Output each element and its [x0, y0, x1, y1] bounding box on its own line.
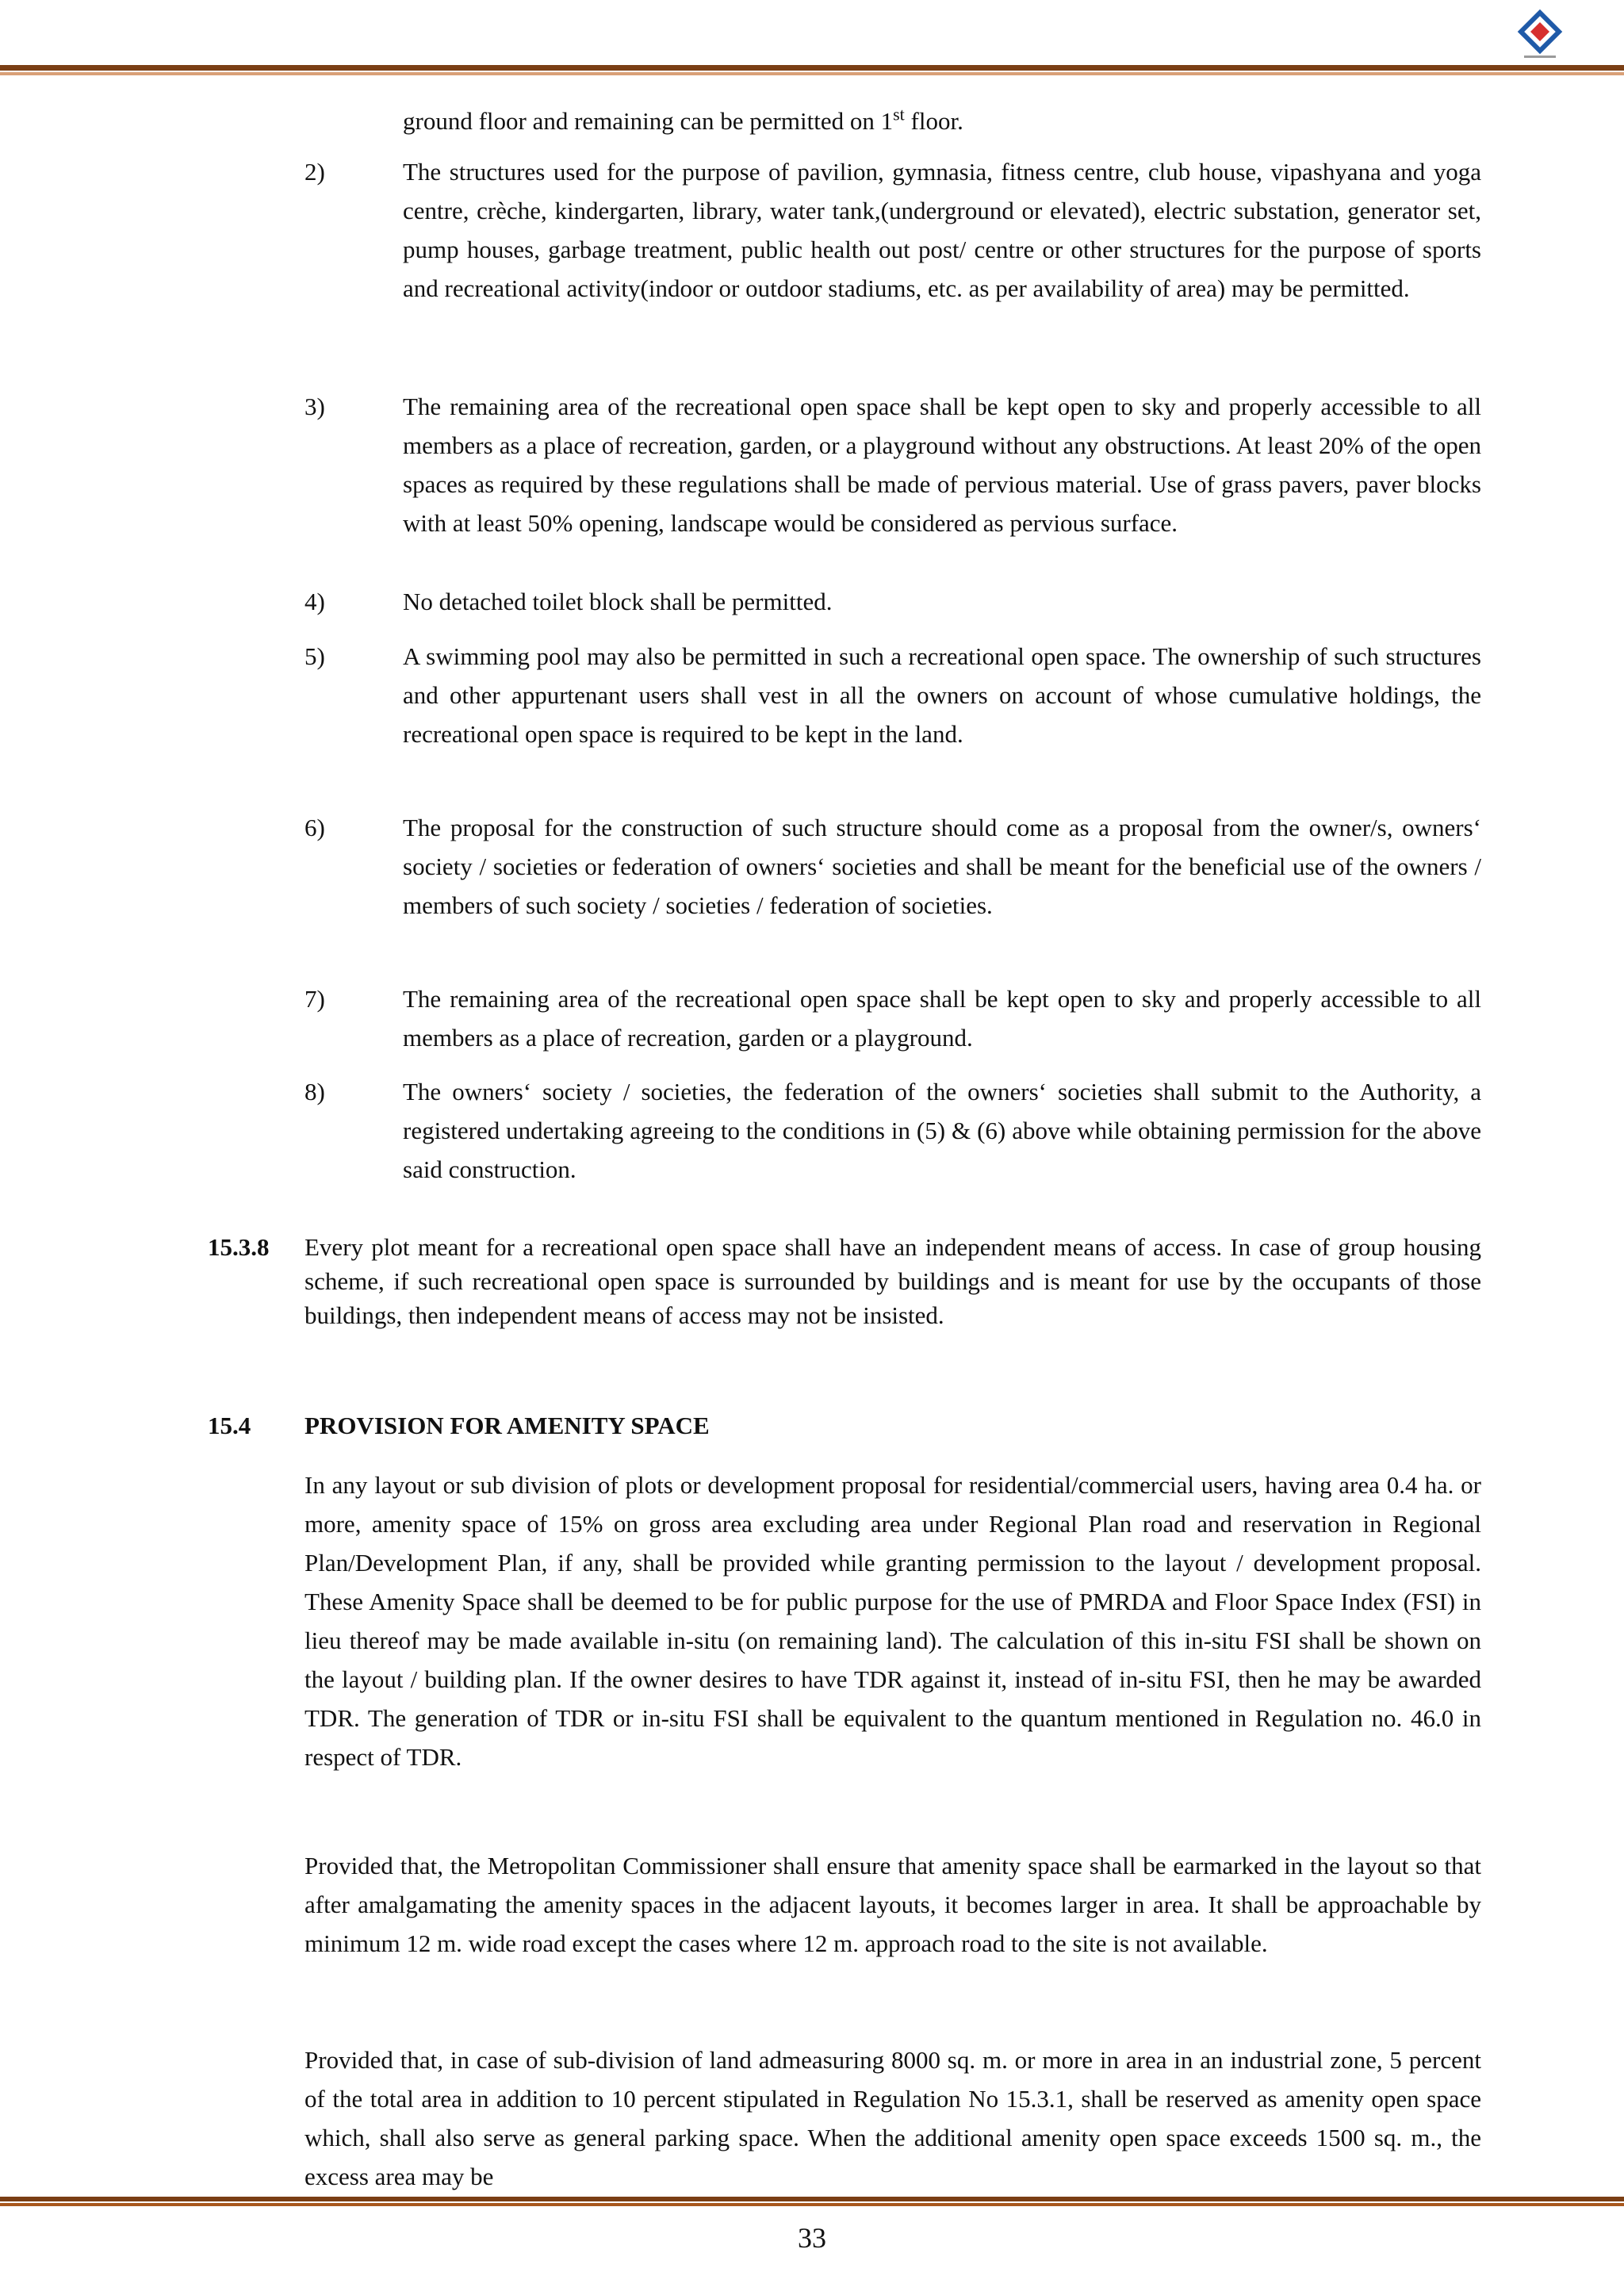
list-item-number: 5) [304, 642, 325, 670]
list-item-text: The proposal for the construction of such structure should come as a proposal from the owner/s, owners‘ society / societies or federation of owners‘ societies and shall be meant for the beneficial use of the owners / members of such society / societies / federation of societies. [403, 814, 1481, 919]
list-item-text: The owners‘ society / societies, the federation of the owners‘ societies shall submit to the Authority, a registered undertaking agreeing to the conditions in (5) & (6) above while obtaining permission for the above said construction. [403, 1078, 1481, 1183]
list-item-number: 4) [304, 588, 325, 615]
list-item-number: 7) [304, 985, 325, 1013]
paragraph: In any layout or sub division of plots or development proposal for residential/commercial users, having area 0.4 ha. or more, amenity space of 15% on gross area excluding area under Regional Plan road and reservation in Regional Plan/Development Plan, if any, shall be provided while granting permission to the layout / development proposal. These Amenity Space shall be deemed to be for public purpose for the use of PMRDA and Floor Space Index (FSI) in lieu thereof may be made available in-situ (on remaining land). The calculation of this in-situ FSI shall be shown on the layout / building plan. If the owner desires to have TDR against it, instead of in-situ FSI, then he may be awarded TDR. The generation of TDR or in-situ FSI shall be equivalent to the quantum mentioned in Regulation no. 46.0 in respect of TDR. [304, 1471, 1481, 1771]
paragraph: Provided that, in case of sub-division of land admeasuring 8000 sq. m. or more in area in an industrial zone, 5 percent of the total area in addition to 10 percent stipulated in Regulation No 15.3.1, shall be reserved as amenity open space which, shall also serve as general parking space. When the additional amenity open space exceeds 1500 sq. m., the excess area may be [304, 2046, 1481, 2190]
list-item-text: A swimming pool may also be permitted in such a recreational open space. The ownership of such structures and other appurtenant users shall vest in all the owners on account of whose cumulative holdings, the recreational open space is required to be kept in the land. [403, 642, 1481, 748]
section-number: 15.3.8 [208, 1233, 270, 1261]
section-number: 15.4 [208, 1412, 251, 1439]
list-item-number: 6) [304, 814, 325, 841]
list-item-text: The remaining area of the recreational open space shall be kept open to sky and properly accessible to all members as a place of recreation, garden or a playground. [403, 985, 1481, 1052]
header-rule [0, 65, 1624, 71]
list-item-text: The structures used for the purpose of pavilion, gymnasia, fitness centre, club house, vipashyana and yoga centre, crèche, kindergarten, library, water tank,(underground or elevated), electric substation, generator set, pump houses, garbage treatment, public health out post/ centre or other structures for the purpose of sports and recreational activity(indoor or outdoor stadiums, etc. as per availability of area) may be permitted. [403, 158, 1481, 302]
list-item-number: 8) [304, 1078, 325, 1105]
section-text: Every plot meant for a recreational open space shall have an independent means of access. In case of group housing scheme, if such recreational open space is surrounded by buildings and is meant for use by the occupants of those buildings, then independent means of access may not be insisted. [304, 1233, 1481, 1329]
superscript: st [893, 104, 905, 125]
footer-rule-accent [0, 2203, 1624, 2206]
list-item-text: The remaining area of the recreational open space shall be kept open to sky and properly accessible to all members as a place of recreation, garden, or a playground without any obstructions. At least 20% of the open spaces as required by these regulations shall be made of pervious material. Use of grass pavers, paver blocks with at least 50% opening, landscape would be considered as pervious surface. [403, 393, 1481, 537]
paragraph: Provided that, the Metropolitan Commissioner shall ensure that amenity space shall be earmarked in the layout so that after amalgamating the amenity spaces in the adjacent layouts, it becomes larger in area. It shall be approachable by minimum 12 m. wide road except the cases where 12 m. approach road to the site is not available. [304, 1852, 1481, 1957]
section-heading: PROVISION FOR AMENITY SPACE [304, 1412, 710, 1439]
list-item-number: 2) [304, 158, 325, 186]
pmrda-logo-icon [1513, 8, 1567, 62]
list-item-text: No detached toilet block shall be permitted. [403, 588, 833, 615]
list-item-number: 3) [304, 393, 325, 420]
footer-rule [0, 2197, 1624, 2201]
continuation-line: ground floor and remaining can be permitted on 1st floor. [403, 104, 963, 135]
header-rule-accent [0, 72, 1624, 75]
page-number: 33 [798, 2222, 826, 2254]
